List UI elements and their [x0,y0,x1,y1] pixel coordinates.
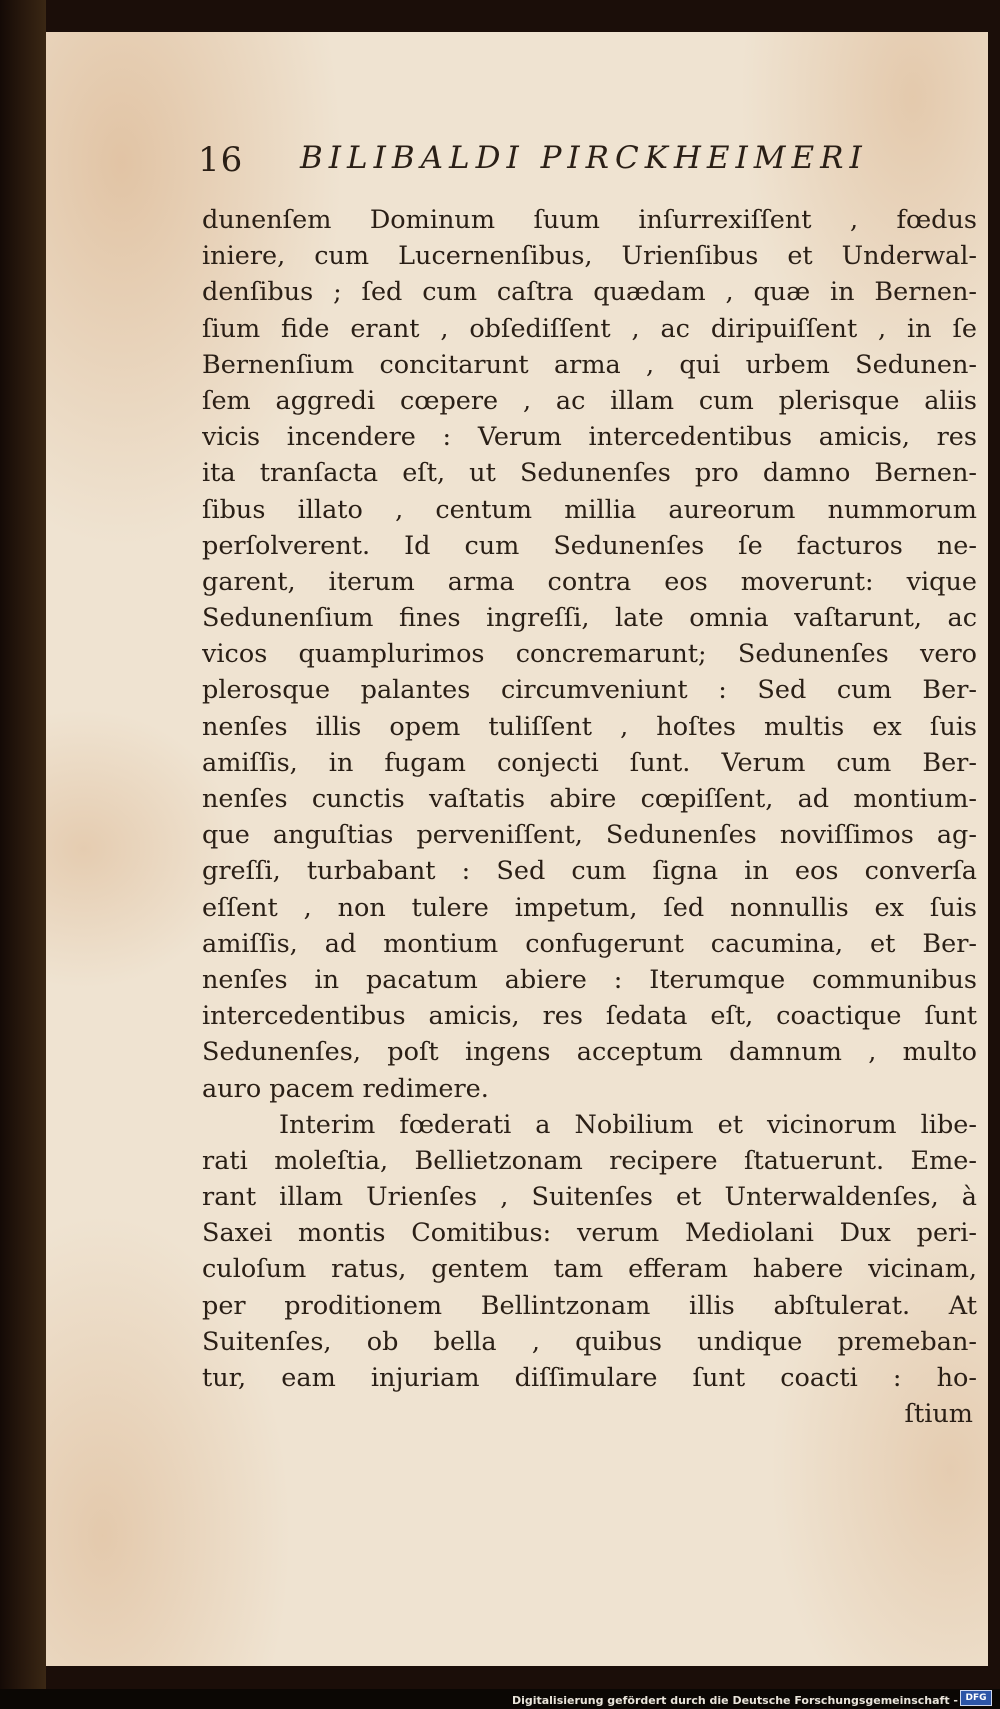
text-line: vicis incendere : Verum intercedentibus amicis, res [202,422,977,453]
text-line: plerosque palantes circumveniunt : Sed cum Ber- [202,675,977,706]
text-line: per proditionem Bellintzonam illis abſtulerat. At [202,1290,977,1321]
text-line: rant illam Urienſes , Suitenſes et Unterwaldenſes, à [202,1182,977,1213]
text-line: Sedunenſium fines ingreſſi, late omnia vaſtarunt, ac [202,603,977,634]
text-line: ita tranſacta eſt, ut Sedunenſes pro damno Bernen- [202,458,977,489]
text-line: que anguſtias perveniſſent, Sedunenſes noviſſimos ag- [202,820,977,851]
text-line: nenſes cunctis vaſtatis abire cœpiſſent, ad montium- [202,784,977,814]
text-line: denſibus ; ſed cum caſtra quædam , quæ in Bernen- [202,277,977,308]
digitization-footer [0,1689,1000,1709]
text-line: amiſſis, ad montium confugerunt cacumina, et Ber- [202,928,977,959]
text-line: garent, iterum arma contra eos moverunt: vique [202,566,977,597]
text-line: perſolverent. Id cum Sedunenſes ſe facturos ne- [202,530,977,561]
text-line: ſibus illato , centum millia aureorum nummorum [202,494,977,525]
body-text [202,202,977,1432]
paragraph-end-line: auro pacem redimere. [202,1073,489,1104]
text-line: greſſi, turbabant : Sed cum ſigna in eos converſa [202,856,977,887]
page-header [198,140,978,200]
text-line: Bernenſium concitarunt arma , qui urbem Sedunen- [202,349,977,380]
catchword: ſtium [904,1399,973,1430]
text-line: amiſſis, in fugam conjecti ſunt. Verum cum Ber- [202,747,977,778]
book-page [46,32,988,1666]
dfg-logo: DFG [960,1690,992,1706]
text-line: Saxei montis Comitibus: verum Mediolani Dux peri- [202,1218,977,1249]
text-line: intercedentibus amicis, res ſedata eſt, coactique ſunt [202,1001,977,1032]
text-line: ſium fide erant , obſediſſent , ac diripuiſſent , in ſe [202,313,977,344]
text-line: tur, eam injuriam diſſimulare ſunt coacti : ho- [202,1363,977,1393]
text-line: nenſes in pacatum abiere : Iterumque communibus [202,964,977,995]
text-line: culoſum ratus, gentem tam efferam habere vicinam, [202,1254,977,1285]
book-spine [0,0,46,1709]
text-line: ſem aggredi cœpere , ac illam cum plerisque aliis [202,385,977,416]
text-line: eſſent , non tulere impetum, ſed nonnullis ex ſuis [202,892,977,923]
text-line: Suitenſes, ob bella , quibus undique premeban- [202,1326,977,1357]
text-line: dunenſem Dominum ſuum inſurrexiſſent , fœdus [202,205,977,235]
running-head: BILIBALDI PIRCKHEIMERI [300,140,868,176]
text-line: rati moleſtia, Bellietzonam recipere ſtatuerunt. Eme- [202,1145,977,1176]
text-line: nenſes illis opem tuliſſent , hoſtes multis ex ſuis [202,711,977,742]
page-number: 16 [198,140,244,180]
text-line: iniere, cum Lucernenſibus, Urienſibus et Underwal- [202,241,977,272]
text-line: vicos quamplurimos concremarunt; Sedunenſes vero [202,639,977,670]
funding-credit: Digitalisierung gefördert durch die Deutsche Forschungsgemeinschaft - [511,1694,958,1707]
text-line: Sedunenſes, poſt ingens acceptum damnum , multo [202,1037,977,1068]
paragraph-start-line: Interim fœderati a Nobilium et vicinorum libe- [279,1109,977,1140]
